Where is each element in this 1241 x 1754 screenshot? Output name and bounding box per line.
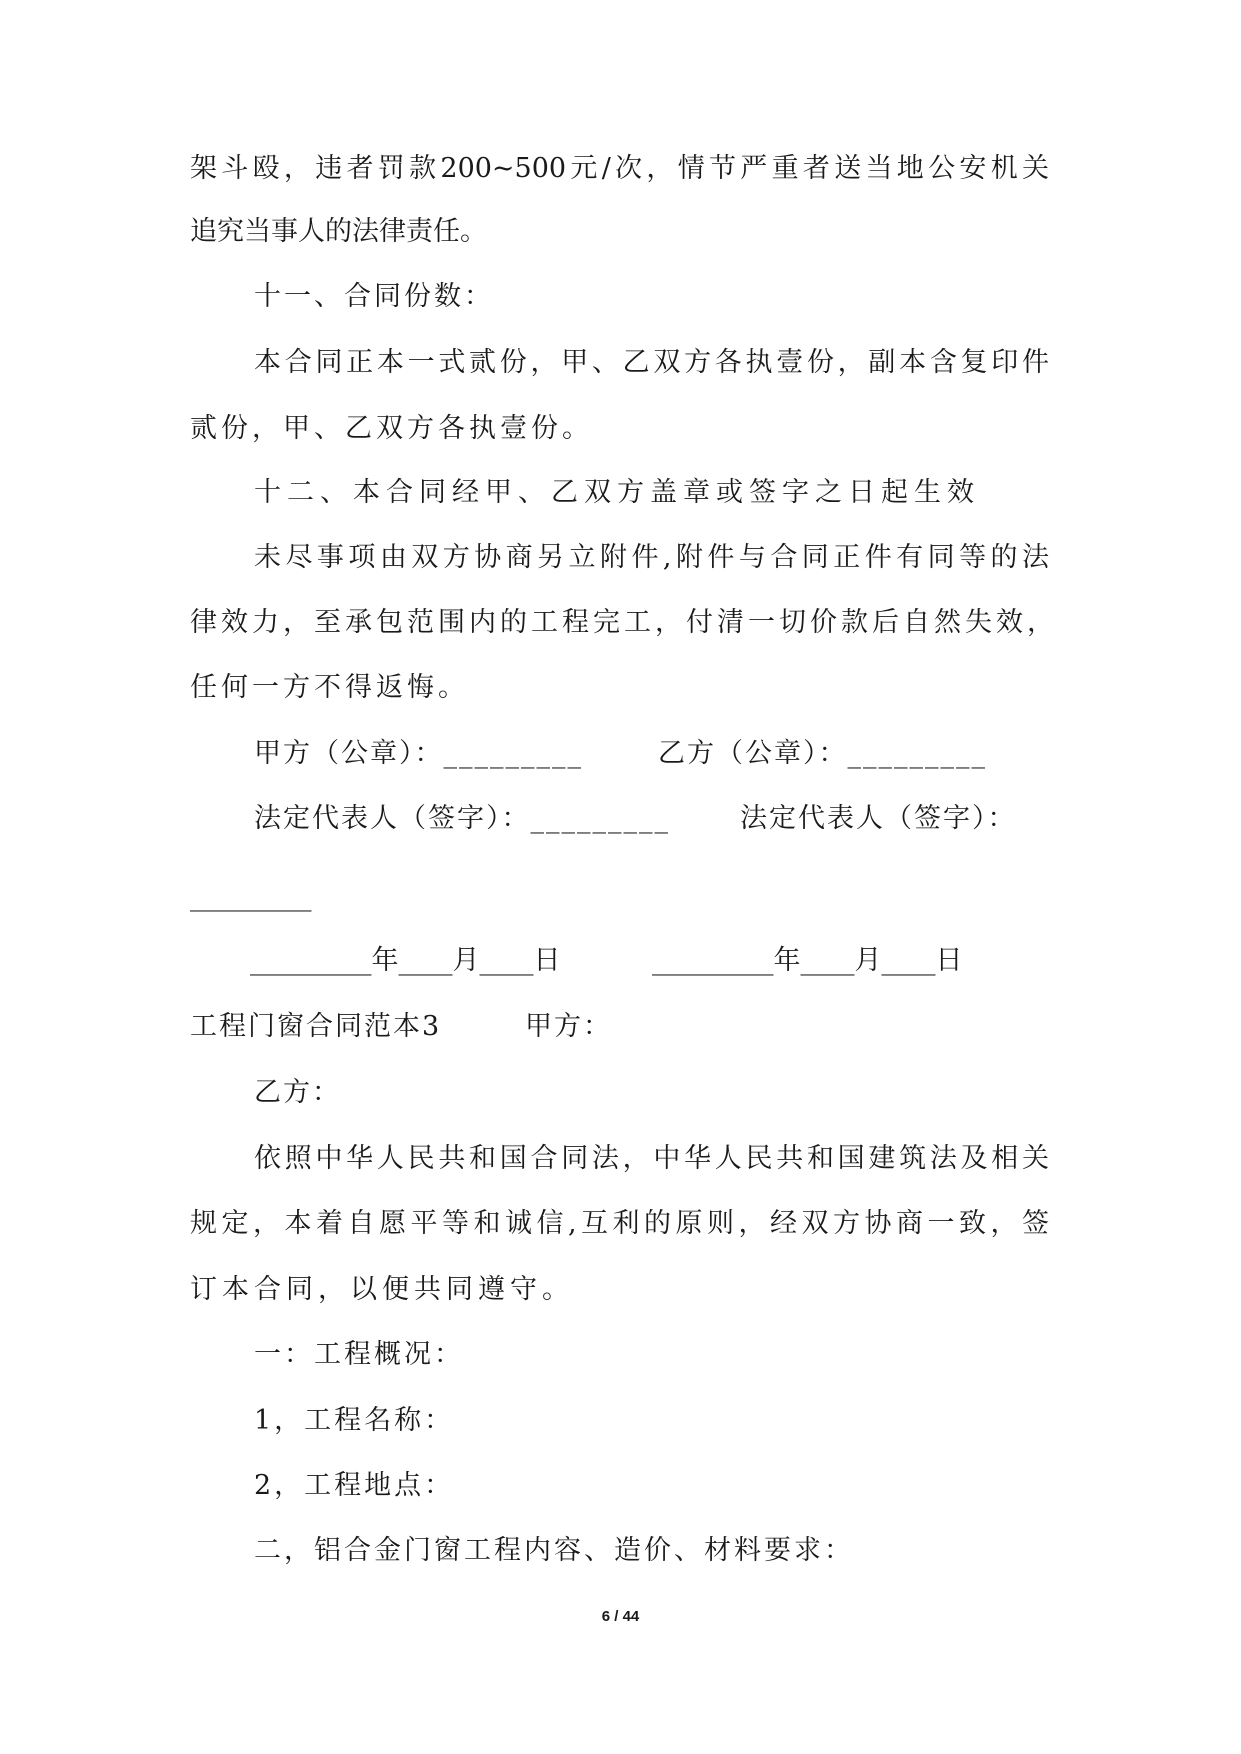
text-line: 未尽事项由双方协商另立附件,附件与合同正件有同等的法 bbox=[254, 542, 1049, 573]
party-a-date-line: _________年____月____日 bbox=[250, 945, 561, 976]
section-heading: 二，铝合金门窗工程内容、造价、材料要求： bbox=[254, 1535, 854, 1566]
party-b-label: 乙方： bbox=[254, 1077, 341, 1108]
section-heading: 十一、合同份数： bbox=[254, 281, 494, 312]
party-a-label: 甲方： bbox=[525, 1011, 612, 1042]
text-line: 本合同正本一式贰份，甲、乙双方各执壹份，副本含复印件 bbox=[254, 347, 1049, 378]
text-line: 律效力，至承包范围内的工程完工，付清一切价款后自然失效， bbox=[190, 607, 1054, 638]
text-line: 任何一方不得返悔。 bbox=[190, 672, 469, 703]
party-b-representative-line: 法定代表人（签字）： bbox=[740, 803, 1017, 834]
party-a-representative-line: 法定代表人（签字）：_________ bbox=[254, 803, 670, 834]
list-item: 2，工程地点： bbox=[254, 1470, 455, 1501]
text-line: 依照中华人民共和国合同法，中华人民共和国建筑法及相关 bbox=[254, 1143, 1049, 1174]
text-line: 架斗殴，违者罚款200~500元/次，情节严重者送当地公安机关 bbox=[190, 153, 1049, 184]
party-b-date-line: _________年____月____日 bbox=[652, 945, 963, 976]
text-line: 订本合同，以便共同遵守。 bbox=[190, 1274, 574, 1305]
contract-title: 工程门窗合同范本3 bbox=[190, 1011, 442, 1042]
text-line: 追究当事人的法律责任。 bbox=[190, 216, 487, 247]
list-item: 1，工程名称： bbox=[254, 1405, 455, 1436]
section-heading: 一：工程概况： bbox=[254, 1339, 464, 1370]
party-b-representative-blank: _________ bbox=[190, 881, 312, 912]
section-heading: 十二、本合同经甲、乙双方盖章或签字之日起生效 bbox=[254, 477, 980, 508]
page-number: 6 / 44 bbox=[601, 1608, 640, 1625]
party-a-seal-line: 甲方（公章）：_________ bbox=[254, 738, 583, 769]
party-b-seal-line: 乙方（公章）：_________ bbox=[658, 738, 987, 769]
text-line: 贰份，甲、乙双方各执壹份。 bbox=[190, 413, 593, 444]
text-line: 规定，本着自愿平等和诚信,互利的原则，经双方协商一致，签 bbox=[190, 1208, 1049, 1239]
